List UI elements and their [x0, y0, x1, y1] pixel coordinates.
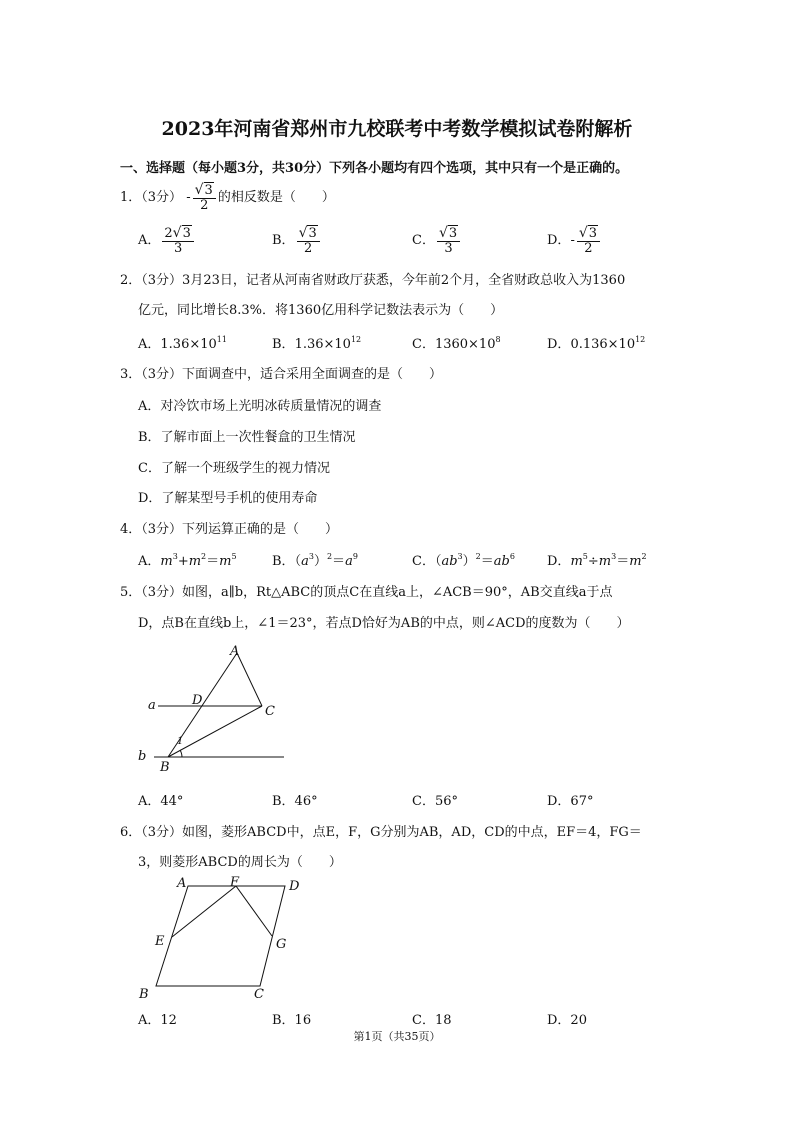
segment-bc: [168, 706, 262, 757]
q1-number: 1．: [120, 190, 142, 206]
q1-option-b[interactable]: B． $\frac{√3}{2}$: [272, 226, 322, 255]
q1-option-d[interactable]: D．- $\frac{√3}{2}$: [547, 226, 602, 255]
label-A: A: [230, 644, 240, 659]
q1-neg: -: [186, 190, 191, 206]
q5-figure: [130, 640, 300, 780]
q5-option-d[interactable]: D．67°: [547, 794, 594, 809]
question-1: [120, 183, 335, 212]
q3-option-d[interactable]: D．了解某型号手机的使用寿命: [138, 491, 318, 506]
q2-option-a[interactable]: A．$1.36\times 10^{11}$: [138, 335, 227, 352]
question-5-line1: 5．（3分）如图，a∥b，Rt△ABC的顶点C在直线a上，∠ACB＝90°，AB交直线a于点: [120, 585, 613, 600]
label-a: a: [148, 698, 156, 713]
question-3-stem: 3．（3分）下面调查中，适合采用全面调查的是（ ）: [120, 367, 443, 382]
question-6-line2: 3，则菱形ABCD的周长为（ ）: [138, 855, 342, 870]
q1-text: 的相反数是（ ）: [217, 190, 335, 206]
question-6-line1: 6．（3分）如图，菱形ABCD中，点E，F，G分别为AB，AD，CD的中点，EF＝4，FG＝: [120, 825, 642, 840]
label-C: C: [254, 987, 264, 1002]
question-2-line1: 2．（3分）3月23日，记者从河南省财政厅获悉，今年前2个月，全省财政总收入为1360: [120, 273, 626, 288]
q1-fraction: $\frac{√3}{2}$: [193, 183, 216, 212]
label-A: A: [177, 876, 187, 891]
q4-option-b[interactable]: B．$(a^3)^2=a^9$: [272, 552, 358, 569]
question-2-line2: 亿元，同比增长8.3%．将1360亿用科学记数法表示为（ ）: [138, 303, 504, 318]
q6-option-b[interactable]: B．16: [272, 1013, 312, 1028]
section-heading: 一、选择题（每小题3分，共30分）下列各小题均有四个选项，其中只有一个是正确的。: [120, 161, 629, 176]
q6-option-d[interactable]: D．20: [547, 1013, 587, 1028]
label-G: G: [276, 937, 287, 952]
page-footer: 第1页（共35页）: [353, 1030, 441, 1043]
segment-ac: [237, 653, 262, 706]
label-B: B: [139, 987, 149, 1002]
q6-figure: [130, 870, 320, 1005]
label-D: D: [289, 879, 300, 894]
q2-option-c[interactable]: C．$1360\times 10^8$: [412, 335, 501, 352]
q3-option-a[interactable]: A．对冷饮市场上光明冰砖质量情况的调查: [138, 399, 382, 414]
label-D: D: [192, 693, 203, 708]
q1-option-a[interactable]: A． $\frac{2√3}{3}$: [138, 226, 196, 255]
q1-option-c[interactable]: C． $\frac{√3}{3}$: [412, 226, 462, 255]
q1-score: （3分）: [141, 190, 183, 206]
label-B: B: [160, 760, 170, 775]
q5-option-c[interactable]: C．56°: [412, 794, 458, 809]
segment-ef: [172, 886, 236, 937]
q6-option-a[interactable]: A．12: [138, 1013, 177, 1028]
label-C: C: [265, 704, 275, 719]
q6-option-c[interactable]: C．18: [412, 1013, 452, 1028]
question-5-line2: D，点B在直线b上，∠1＝23°，若点D恰好为AB的中点，则∠ACD的度数为（ ）: [138, 616, 630, 631]
angle-1-arc: [180, 750, 182, 757]
question-4-stem: 4．（3分）下列运算正确的是（ ）: [120, 522, 339, 537]
q2-option-b[interactable]: B．$1.36\times 10^{12}$: [272, 335, 362, 352]
label-F: F: [230, 875, 240, 890]
segment-fg: [236, 886, 272, 936]
q4-option-c[interactable]: C．$(ab^3)^2=ab^6$: [412, 552, 515, 569]
q3-option-b[interactable]: B．了解市面上一次性餐盒的卫生情况: [138, 430, 356, 445]
rhombus-abcd: [156, 886, 285, 986]
label-E: E: [155, 934, 165, 949]
q4-option-d[interactable]: D．$m^5\div m^3=m^2$: [547, 552, 647, 569]
q3-option-c[interactable]: C．了解一个班级学生的视力情况: [138, 461, 330, 476]
label-b: b: [138, 749, 147, 764]
q5-option-b[interactable]: B．46°: [272, 794, 318, 809]
q4-option-a[interactable]: A．$m^3+m^2=m^5$: [138, 552, 237, 569]
label-1: 1: [177, 736, 184, 747]
q2-option-d[interactable]: D．$0.136\times 10^{12}$: [547, 335, 646, 352]
page-title: 2023年河南省郑州市九校联考中考数学模拟试卷附解析: [161, 118, 633, 140]
q5-option-a[interactable]: A．44°: [138, 794, 184, 809]
